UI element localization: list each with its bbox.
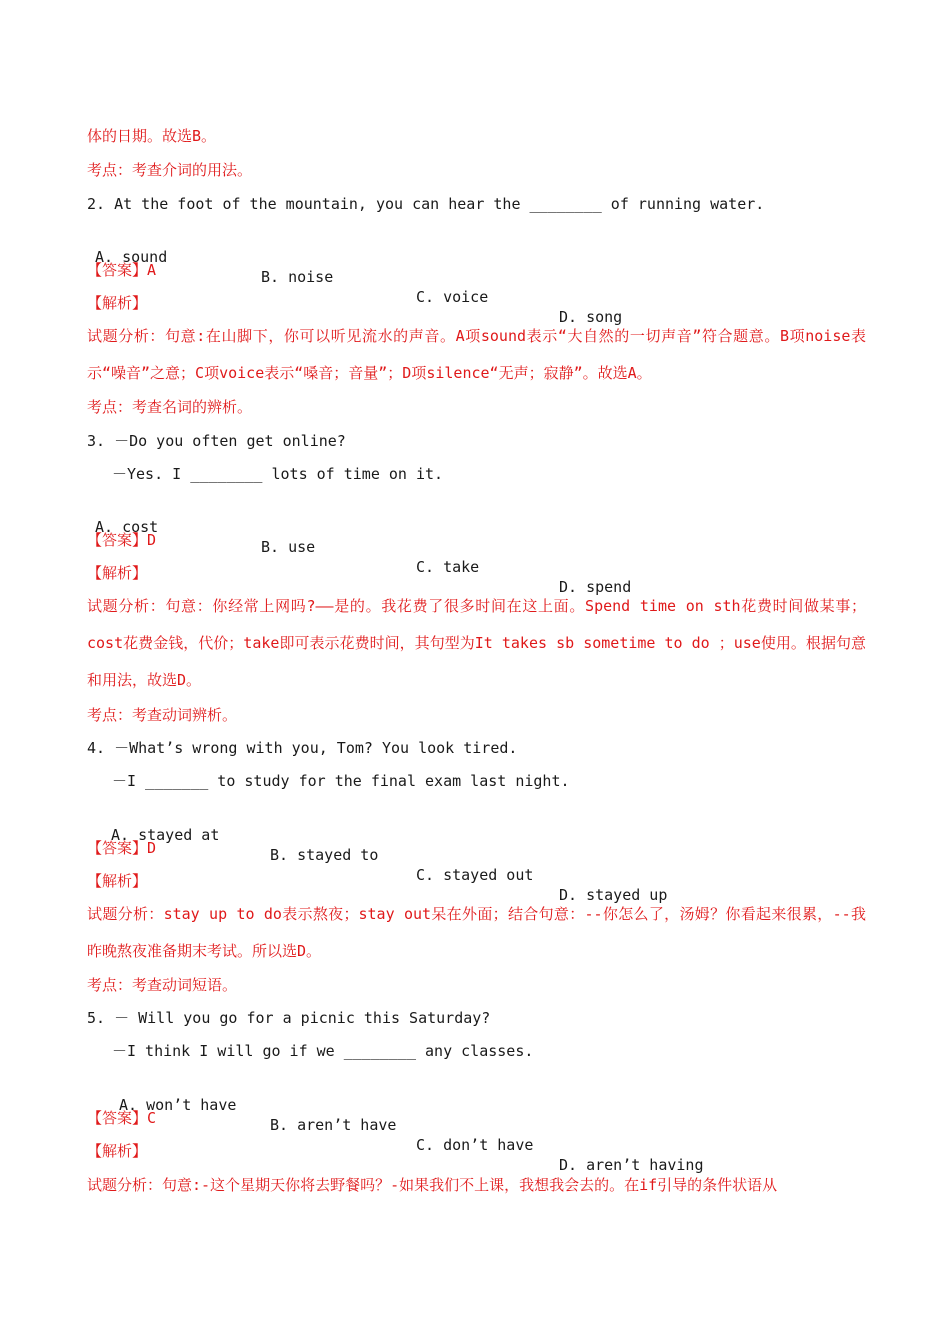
option-d: D. song	[559, 308, 623, 326]
answer-label: 【答案】D	[87, 839, 157, 857]
option-c: C. stayed out	[416, 866, 534, 884]
analysis-label: 【解析】	[87, 872, 148, 890]
option-c: C. take	[416, 558, 480, 576]
option-d: D. spend	[559, 578, 632, 596]
question-4: 4. －What’s wrong with you, Tom? You look tired.	[87, 739, 518, 757]
option-a: A. sound	[95, 248, 168, 266]
question-4-reply: －I _______ to study for the final exam last night.	[112, 772, 570, 790]
knowledge-point: 考点：考查名词的辨析。	[87, 398, 253, 416]
option-c: C. voice	[416, 288, 489, 306]
option-b: B. use	[261, 538, 316, 556]
option-a: A. won’t have	[119, 1096, 237, 1114]
question-3: 3. －Do you often get online?	[87, 432, 346, 450]
answer-label: 【答案】C	[87, 1109, 157, 1127]
question-5: 5. － Will you go for a picnic this Saturday?	[87, 1009, 491, 1027]
analysis-label: 【解析】	[87, 564, 148, 582]
text-line: 体的日期。故选B。	[87, 127, 217, 145]
analysis-text: 试题分析：句意：你经常上网吗?——是的。我花费了很多时间在这上面。Spend time on sth花费时间做某事；cost花费金钱，代价；take即可表示花费时间，其句型为It takes sb sometime to do ；use使用。根据句意和用法，故选D。	[87, 597, 866, 689]
option-b: B. stayed to	[270, 846, 379, 864]
question-5-reply: －I think I will go if we ________ any classes.	[112, 1042, 534, 1060]
option-d: D. stayed up	[559, 886, 668, 904]
knowledge-point: 考点：考查动词短语。	[87, 976, 238, 994]
analysis-label: 【解析】	[87, 1142, 148, 1160]
analysis-text: 试题分析：句意:在山脚下，你可以听见流水的声音。A项sound表示“大自然的一切声音”符合题意。B项noise表示“噪音”之意；C项voice表示“嗓音；音量”；D项silence“无声；寂静”。故选A。	[87, 327, 866, 382]
answer-label: 【答案】D	[87, 531, 157, 549]
question-3-reply: －Yes. I ________ lots of time on it.	[112, 465, 444, 483]
question-2: 2. At the foot of the mountain, you can hear the ________ of running water.	[87, 195, 765, 213]
option-a: A. stayed at	[111, 826, 220, 844]
option-c: C. don’t have	[416, 1136, 534, 1154]
option-d: D. aren’t having	[559, 1156, 704, 1174]
analysis-text: 试题分析：句意:-这个星期天你将去野餐吗？-如果我们不上课，我想我会去的。在if引导的条件状语从	[87, 1176, 778, 1194]
analysis-label: 【解析】	[87, 294, 148, 312]
knowledge-point: 考点：考查介词的用法。	[87, 161, 253, 179]
option-b: B. aren’t have	[270, 1116, 397, 1134]
option-b: B. noise	[261, 268, 334, 286]
knowledge-point: 考点：考查动词辨析。	[87, 706, 238, 724]
option-a: A. cost	[95, 518, 159, 536]
analysis-text: 试题分析：stay up to do表示熬夜；stay out呆在外面；结合句意：--你怎么了，汤姆？你看起来很累，--我昨晚熬夜准备期末考试。所以选D。	[87, 905, 866, 960]
answer-label: 【答案】A	[87, 261, 157, 279]
